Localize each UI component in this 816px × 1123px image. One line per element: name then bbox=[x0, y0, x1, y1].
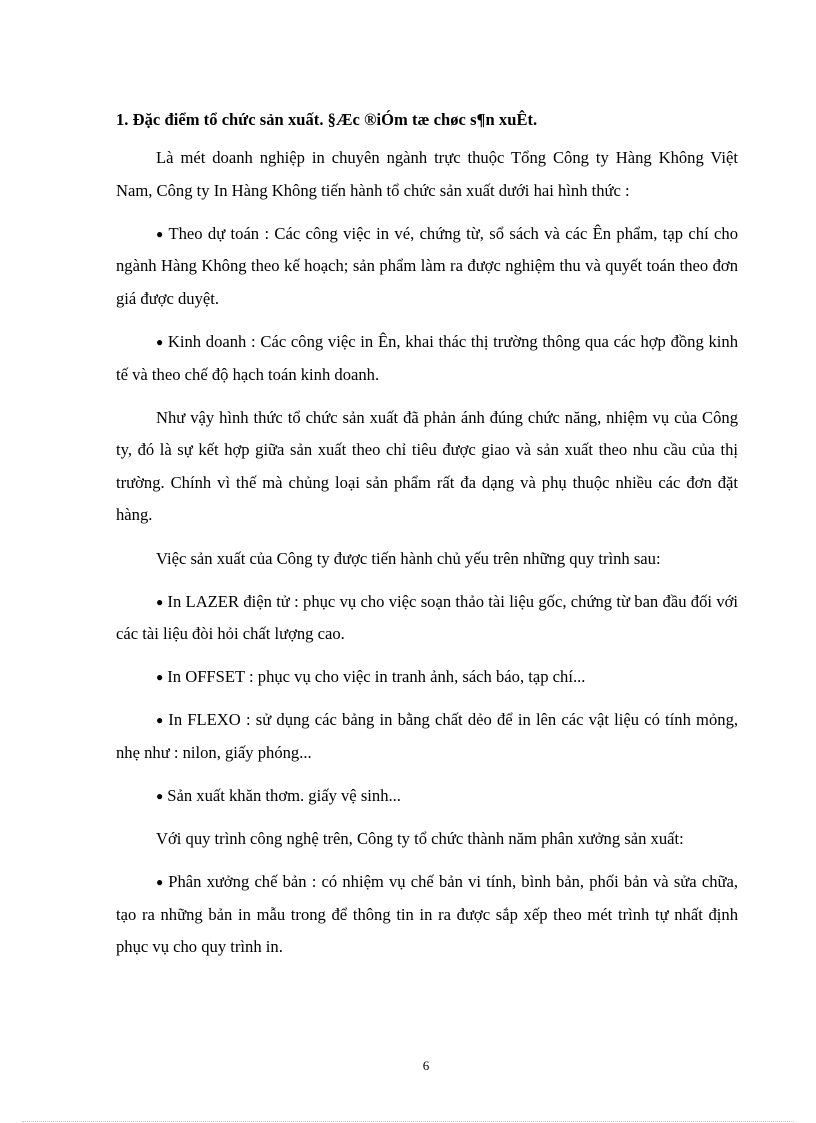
bullet-text: Theo dự toán : Các công việc in vé, chứng từ, sổ sách và các Ên phẩm, tạp chí cho ngành Hàng Không theo kế hoạch; sản phẩm làm ra được nghiệm thu và quyết toán theo đơn giá được duyệt. bbox=[116, 223, 738, 308]
bullet-icon: ● bbox=[156, 713, 165, 728]
paragraph-summary bbox=[116, 402, 738, 532]
paragraph-processes-intro bbox=[116, 543, 738, 576]
bullet-item-che-ban bbox=[116, 866, 738, 964]
bullet-text: Phân xưởng chế bản : có nhiệm vụ chế bản vi tính, bình bản, phối bản và sửa chữa, tạo ra những bản in mẫu trong để thông tin in ra được sắp xếp theo mét trình tự nhất định phục vụ cho quy trình in. bbox=[116, 872, 738, 957]
bullet-item-offset bbox=[116, 661, 738, 694]
paragraph-intro bbox=[116, 142, 738, 207]
bullet-text: In OFFSET : phục vụ cho việc in tranh ảnh, sách báo, tạp chí... bbox=[167, 667, 586, 687]
bullet-item-khan-thom bbox=[116, 780, 738, 813]
bullet-item-kinh-doanh bbox=[116, 326, 738, 391]
section-heading: 1. Đặc điểm tổ chức sản xuất. §Æc ®iÓm tæ chøc s¶n xuÊt. bbox=[116, 110, 538, 129]
bullet-icon: ● bbox=[156, 875, 165, 890]
bullet-text: In FLEXO : sử dụng các bảng in bằng chất dẻo để in lên các vật liệu có tính mỏng, nhẹ như : nilon, giấy phóng... bbox=[116, 710, 739, 762]
bullet-icon: ● bbox=[156, 594, 164, 609]
paragraph-text: Việc sản xuất của Công ty được tiến hành chủ yếu trên những quy trình sau: bbox=[156, 548, 661, 568]
bullet-icon: ● bbox=[156, 670, 164, 685]
bullet-icon: ● bbox=[156, 789, 164, 804]
bullet-icon: ● bbox=[156, 226, 165, 241]
bullet-text: In LAZER điện tử : phục vụ cho việc soạn thảo tài liệu gốc, chứng từ ban đầu đối với các tài liệu đòi hỏi chất lượng cao. bbox=[116, 591, 738, 644]
bullet-text: Sản xuất khăn thơm. giấy vệ sinh... bbox=[167, 786, 401, 806]
page-bottom-divider bbox=[22, 1121, 794, 1122]
paragraph-text: Là mét doanh nghiệp in chuyên ngành trực thuộc Tổng Công ty Hàng Không Việt Nam, Công ty In Hàng Không tiến hành tổ chức sản xuất dưới hai hình thức : bbox=[116, 148, 738, 200]
bullet-item-flexo bbox=[116, 704, 738, 769]
body-text bbox=[116, 142, 738, 975]
bullet-text: Kinh doanh : Các công việc in Ên, khai thác thị trường thông qua các hợp đồng kinh tế và theo chế độ hạch toán kinh doanh. bbox=[116, 331, 739, 384]
paragraph-text: Với quy trình công nghệ trên, Công ty tổ chức thành năm phân xưởng sản xuất: bbox=[156, 829, 684, 849]
bullet-item-lazer bbox=[116, 586, 738, 651]
page-number: 6 bbox=[422, 1058, 430, 1073]
paragraph-text: Như vậy hình thức tổ chức sản xuất đã phản ánh đúng chức năng, nhiệm vụ của Công ty, đó là sự kết hợp giữa sản xuất theo chỉ tiêu được giao và sản xuất theo nhu cầu của thị trường. Chính vì thế mà chủng loại sản phẩm rất đa dạng và phụ thuộc nhiều các đơn đặt hàng. bbox=[116, 407, 738, 525]
bullet-item-du-toan bbox=[116, 218, 738, 316]
bullet-icon: ● bbox=[156, 334, 164, 349]
paragraph-workshops-intro bbox=[116, 823, 738, 856]
